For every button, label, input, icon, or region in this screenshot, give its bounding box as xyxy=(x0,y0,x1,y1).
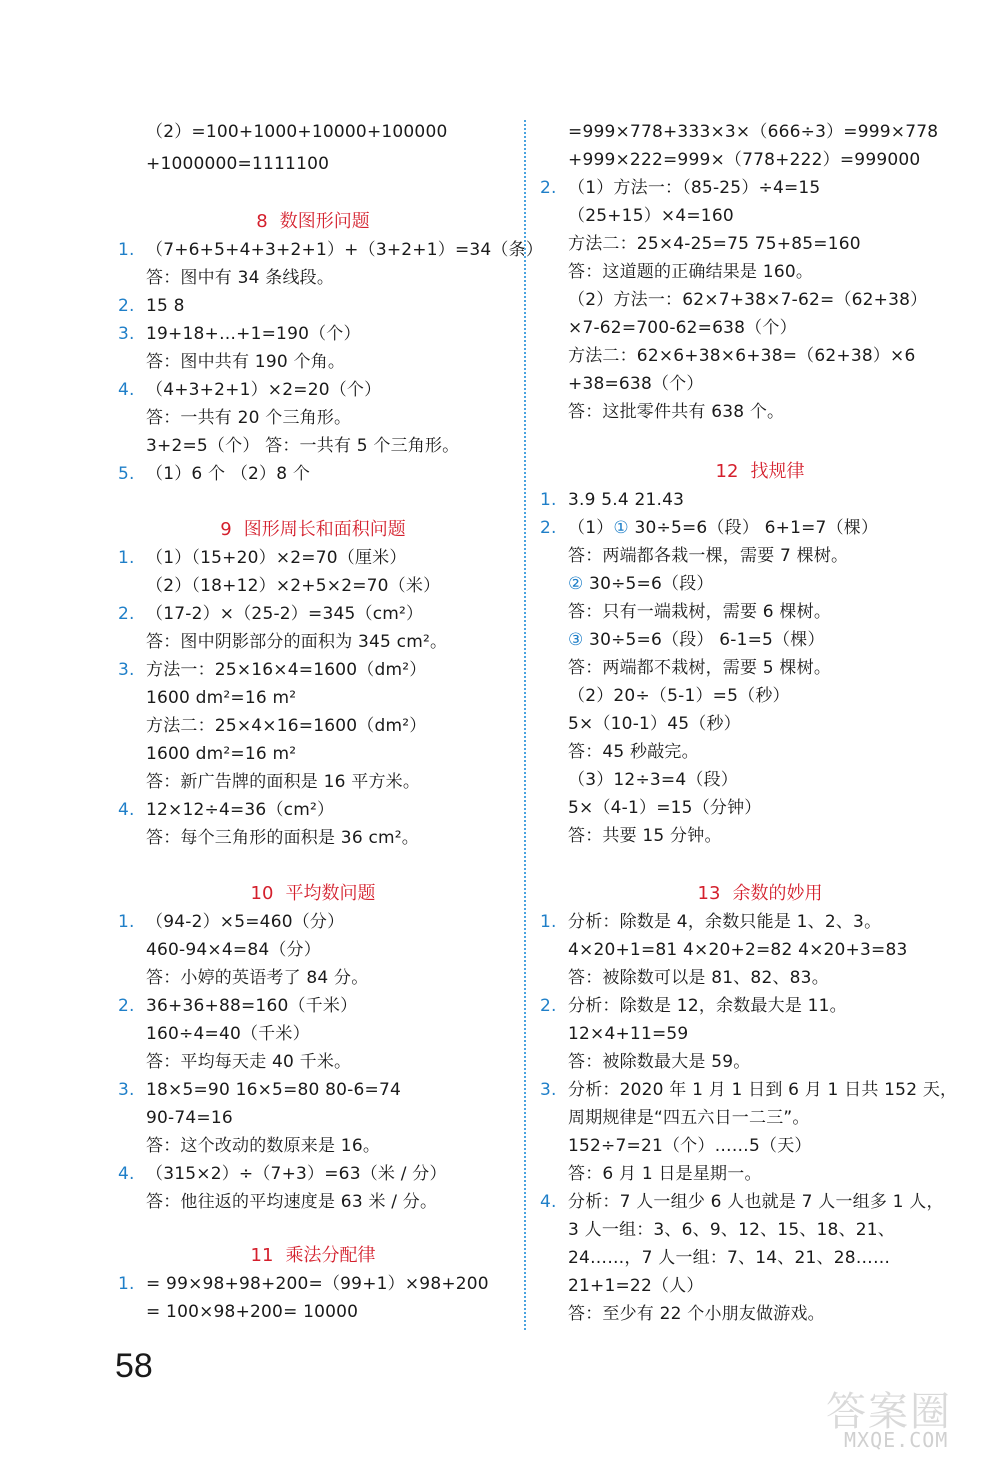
answer-line xyxy=(568,1134,812,1158)
section-title: 平均数问题 xyxy=(285,883,376,904)
section-heading xyxy=(118,518,508,542)
line-text: 答：只有一端栽树，需要 6 棵树。 xyxy=(568,602,832,622)
section-number: 8 xyxy=(256,211,268,232)
answer-line xyxy=(146,938,321,962)
line-text: 分析：2020 年 1 月 1 日到 6 月 1 日共 152 天， xyxy=(568,1080,958,1100)
section-heading xyxy=(118,882,508,906)
answer-line xyxy=(568,1302,825,1326)
watermark xyxy=(826,1380,986,1460)
line-text: 5×（4-1）=15（分钟） xyxy=(568,798,762,818)
line-text: 30÷5=6（段） 6-1=5（棵） xyxy=(583,630,825,650)
answer-line xyxy=(146,1050,351,1074)
answer-line xyxy=(146,770,420,794)
answer-line xyxy=(146,1300,358,1324)
line-text: 3+2=5（个） 答：一共有 5 个三角形。 xyxy=(146,436,460,456)
line-text: 答：图中有 34 条线段。 xyxy=(146,268,335,288)
answer-line xyxy=(568,148,920,172)
problem-number: 1. xyxy=(118,912,135,932)
line-text: = 100×98+200= 10000 xyxy=(146,1302,359,1322)
line-text: 18×5=90 16×5=80 80-6=74 xyxy=(146,1080,402,1100)
line-text: （1）方法一：（85-25）÷4=15 xyxy=(568,178,821,198)
problem-line xyxy=(118,322,361,346)
line-text: 15 8 xyxy=(146,296,185,316)
answer-line xyxy=(568,1246,890,1270)
answer-line xyxy=(146,1106,233,1130)
line-text: 答：新广告牌的面积是 16 平方米。 xyxy=(146,772,421,792)
answer-line xyxy=(568,344,916,368)
answer-line xyxy=(146,406,351,430)
page-number: 58 xyxy=(115,1347,153,1385)
section-number: 13 xyxy=(697,883,721,904)
line-text: +38=638（个） xyxy=(568,374,704,394)
problem-line xyxy=(540,994,847,1018)
line-text: 答：被除数最大是 59。 xyxy=(568,1052,751,1072)
problem-number: 4. xyxy=(118,380,135,400)
line-text: 12×12÷4=36（cm²） xyxy=(146,800,335,820)
problem-number: 4. xyxy=(118,1164,135,1184)
answer-line xyxy=(146,742,296,766)
line-text: ×7-62=700-62=638（个） xyxy=(568,318,797,338)
problem-number: 1. xyxy=(118,240,135,260)
line-text: 答：被除数可以是 81、82、83。 xyxy=(568,968,829,988)
answer-line xyxy=(568,768,738,792)
line-text: 30÷5=6（段） 6+1=7（棵） xyxy=(628,518,879,538)
problem-number: 3. xyxy=(118,660,135,680)
problem-number: 3. xyxy=(118,324,135,344)
answer-line xyxy=(568,572,714,596)
problem-line xyxy=(118,1162,447,1186)
answer-line xyxy=(568,1218,895,1242)
line-text: （25+15）×4=160 xyxy=(568,206,734,226)
problem-line xyxy=(118,602,423,626)
problem-number: 4. xyxy=(118,800,135,820)
line-text: 24……，7 人一组：7、14、21、28…… xyxy=(568,1248,891,1268)
section-number: 9 xyxy=(220,519,232,540)
problem-line xyxy=(118,546,407,570)
answer-line xyxy=(146,630,447,654)
problem-number: 2. xyxy=(540,996,557,1016)
section-heading xyxy=(540,460,980,484)
circled-number: ① xyxy=(613,518,629,538)
line-text: （2）方法一：62×7+38×7-62=（62+38） xyxy=(568,290,928,310)
line-text: （2）（18+12）×2+5×2=70（米） xyxy=(146,576,441,596)
line-text: 答：6 月 1 日是星期一。 xyxy=(568,1164,762,1184)
line-text: 3.9 5.4 21.43 xyxy=(568,490,685,510)
line-text: 分析：除数是 4，余数只能是 1、2、3。 xyxy=(568,912,882,932)
problem-number: 2. xyxy=(540,178,557,198)
answer-line xyxy=(146,686,296,710)
answer-line xyxy=(568,316,797,340)
problem-number: 3. xyxy=(540,1080,557,1100)
section-number: 12 xyxy=(715,461,739,482)
answer-line xyxy=(568,628,825,652)
section-number: 11 xyxy=(250,1245,274,1266)
line-text: 周期规律是“四五六日一二三”。 xyxy=(568,1108,810,1128)
circled-number: ② xyxy=(568,574,584,594)
line-text: 分析：7 人一组少 6 人也就是 7 人一组多 1 人， xyxy=(568,1192,944,1212)
line-text: 答：平均每天走 40 千米。 xyxy=(146,1052,352,1072)
line-text: 分析：除数是 12，余数最大是 11。 xyxy=(568,996,847,1016)
answer-line xyxy=(568,260,813,284)
section-number: 10 xyxy=(250,883,274,904)
problem-line xyxy=(540,488,684,512)
answer-line xyxy=(146,266,334,290)
line-text: +999×222=999×（778+222）=999000 xyxy=(568,150,921,170)
problem-line xyxy=(118,658,426,682)
line-text: （17-2）×（25-2）=345（cm²） xyxy=(146,604,424,624)
answer-line xyxy=(568,684,790,708)
answer-line xyxy=(568,120,938,144)
answer-line xyxy=(568,824,722,848)
problem-line xyxy=(118,462,310,486)
line-text: 答：图中阴影部分的面积为 345 cm²。 xyxy=(146,632,448,652)
line-text: 答：至少有 22 个小朋友做游戏。 xyxy=(568,1304,825,1324)
answer-line xyxy=(568,796,762,820)
problem-number: 5. xyxy=(118,464,135,484)
problem-line xyxy=(118,378,381,402)
answer-line xyxy=(568,656,831,680)
answer-line xyxy=(146,152,329,176)
line-text: 1600 dm²=16 m² xyxy=(146,744,297,764)
line-text: （94-2）×5=460（分） xyxy=(146,912,345,932)
line-text: 答：两端都不栽树，需要 5 棵树。 xyxy=(568,658,832,678)
answer-line xyxy=(146,1134,380,1158)
section-heading xyxy=(540,882,980,906)
answer-line xyxy=(568,938,908,962)
answer-line xyxy=(568,1274,704,1298)
line-text: （2）=100+1000+10000+100000 xyxy=(146,122,448,142)
answer-line xyxy=(568,1050,750,1074)
line-text: （2）20÷（5-1）=5（秒） xyxy=(568,686,790,706)
problem-number: 1. xyxy=(118,1274,135,1294)
line-text: 答：这个改动的数原来是 16。 xyxy=(146,1136,381,1156)
watermark-logo: 答案圈 xyxy=(826,1389,952,1435)
line-text: 方法一：25×16×4=1600（dm²） xyxy=(146,660,427,680)
line-text: 160÷4=40（千米） xyxy=(146,1024,310,1044)
problem-number: 2. xyxy=(118,296,135,316)
section-heading xyxy=(118,210,508,234)
problem-line xyxy=(118,994,357,1018)
answer-line xyxy=(568,600,831,624)
problem-line xyxy=(540,910,881,934)
section-title: 找规律 xyxy=(750,461,805,482)
problem-line xyxy=(118,1272,489,1296)
answer-line xyxy=(568,1162,762,1186)
problem-line xyxy=(118,910,344,934)
answer-line xyxy=(568,204,734,228)
line-text: 4×20+1=81 4×20+2=82 4×20+3=83 xyxy=(568,940,908,960)
line-text: （1）6 个 （2）8 个 xyxy=(146,464,311,484)
answer-line xyxy=(146,120,447,144)
line-text: 答：45 秒敲完。 xyxy=(568,742,699,762)
line-text: 90-74=16 xyxy=(146,1108,233,1128)
answer-line xyxy=(568,1106,810,1130)
problem-line xyxy=(540,176,820,200)
answer-line xyxy=(568,740,699,764)
section-title: 图形周长和面积问题 xyxy=(243,519,406,540)
line-text: 答：图中共有 190 个角。 xyxy=(146,352,346,372)
line-text: 19+18+…+1=190（个） xyxy=(146,324,361,344)
answer-line xyxy=(146,574,440,598)
problem-number: 1. xyxy=(540,912,557,932)
line-text: 方法二：62×6+38×6+38=（62+38）×6 xyxy=(568,346,916,366)
problem-number: 4. xyxy=(540,1192,557,1212)
line-text: （4+3+2+1）×2=20（个） xyxy=(146,380,382,400)
column-divider xyxy=(524,120,526,1330)
section-title: 数图形问题 xyxy=(279,211,370,232)
answer-line xyxy=(146,1022,310,1046)
line-text: （315×2）÷（7+3）=63（米 / 分） xyxy=(146,1164,447,1184)
line-text: 36+36+88=160（千米） xyxy=(146,996,358,1016)
answer-line xyxy=(568,1022,688,1046)
line-text: =999×778+333×3×（666÷3）=999×778 xyxy=(568,122,939,142)
line-text: +1000000=1111100 xyxy=(146,154,330,174)
line-text: （1） xyxy=(568,518,614,538)
problem-number: 2. xyxy=(540,518,557,538)
answer-line xyxy=(146,714,426,738)
problem-number: 2. xyxy=(118,996,135,1016)
answer-line xyxy=(568,372,704,396)
line-text: 3 人一组：3、6、9、12、15、18、21、 xyxy=(568,1220,895,1240)
line-text: 答：一共有 20 个三角形。 xyxy=(146,408,352,428)
answer-line xyxy=(568,544,848,568)
answer-line xyxy=(568,966,829,990)
problem-line xyxy=(118,1078,401,1102)
answer-line xyxy=(568,288,927,312)
line-text: （7+6+5+4+3+2+1）+（3+2+1）=34（条） xyxy=(146,240,544,260)
section-title: 余数的妙用 xyxy=(732,883,823,904)
answer-line xyxy=(146,1190,437,1214)
line-text: 答：共要 15 分钟。 xyxy=(568,826,722,846)
line-text: 答：每个三角形的面积是 36 cm²。 xyxy=(146,828,419,848)
problem-line xyxy=(540,516,878,540)
answer-line xyxy=(568,712,741,736)
line-text: 答：这道题的正确结果是 160。 xyxy=(568,262,814,282)
problem-line xyxy=(118,798,334,822)
line-text: 1600 dm²=16 m² xyxy=(146,688,297,708)
section-heading xyxy=(118,1244,508,1268)
problem-number: 3. xyxy=(118,1080,135,1100)
line-text: （3）12÷3=4（段） xyxy=(568,770,738,790)
answer-line xyxy=(146,434,459,458)
problem-line xyxy=(540,1078,957,1102)
line-text: （1）（15+20）×2=70（厘米） xyxy=(146,548,407,568)
problem-number: 2. xyxy=(118,604,135,624)
problem-number: 1. xyxy=(540,490,557,510)
line-text: = 99×98+98+200=（99+1）×98+200 xyxy=(146,1274,489,1294)
line-text: 答：这批零件共有 638 个。 xyxy=(568,402,785,422)
line-text: 答：小婷的英语考了 84 分。 xyxy=(146,968,369,988)
line-text: 460-94×4=84（分） xyxy=(146,940,321,960)
watermark-url: MXQE.COM xyxy=(844,1428,949,1452)
problem-line xyxy=(118,238,543,262)
answer-line xyxy=(146,350,345,374)
line-text: 方法二：25×4×16=1600（dm²） xyxy=(146,716,427,736)
line-text: 方法二：25×4-25=75 75+85=160 xyxy=(568,234,861,254)
line-text: 12×4+11=59 xyxy=(568,1024,689,1044)
problem-number: 1. xyxy=(118,548,135,568)
answer-line xyxy=(568,400,784,424)
answer-line xyxy=(146,826,419,850)
circled-number: ③ xyxy=(568,630,584,650)
line-text: 答：两端都各栽一棵，需要 7 棵树。 xyxy=(568,546,849,566)
answer-line xyxy=(568,232,861,256)
line-text: 30÷5=6（段） xyxy=(583,574,714,594)
problem-line xyxy=(118,294,185,318)
line-text: 5×（10-1）45（秒） xyxy=(568,714,741,734)
line-text: 21+1=22（人） xyxy=(568,1276,704,1296)
section-title: 乘法分配律 xyxy=(285,1245,376,1266)
line-text: 答：他往返的平均速度是 63 米 / 分。 xyxy=(146,1192,438,1212)
problem-line xyxy=(540,1190,944,1214)
line-text: 152÷7=21（个）……5（天） xyxy=(568,1136,812,1156)
answer-line xyxy=(146,966,368,990)
